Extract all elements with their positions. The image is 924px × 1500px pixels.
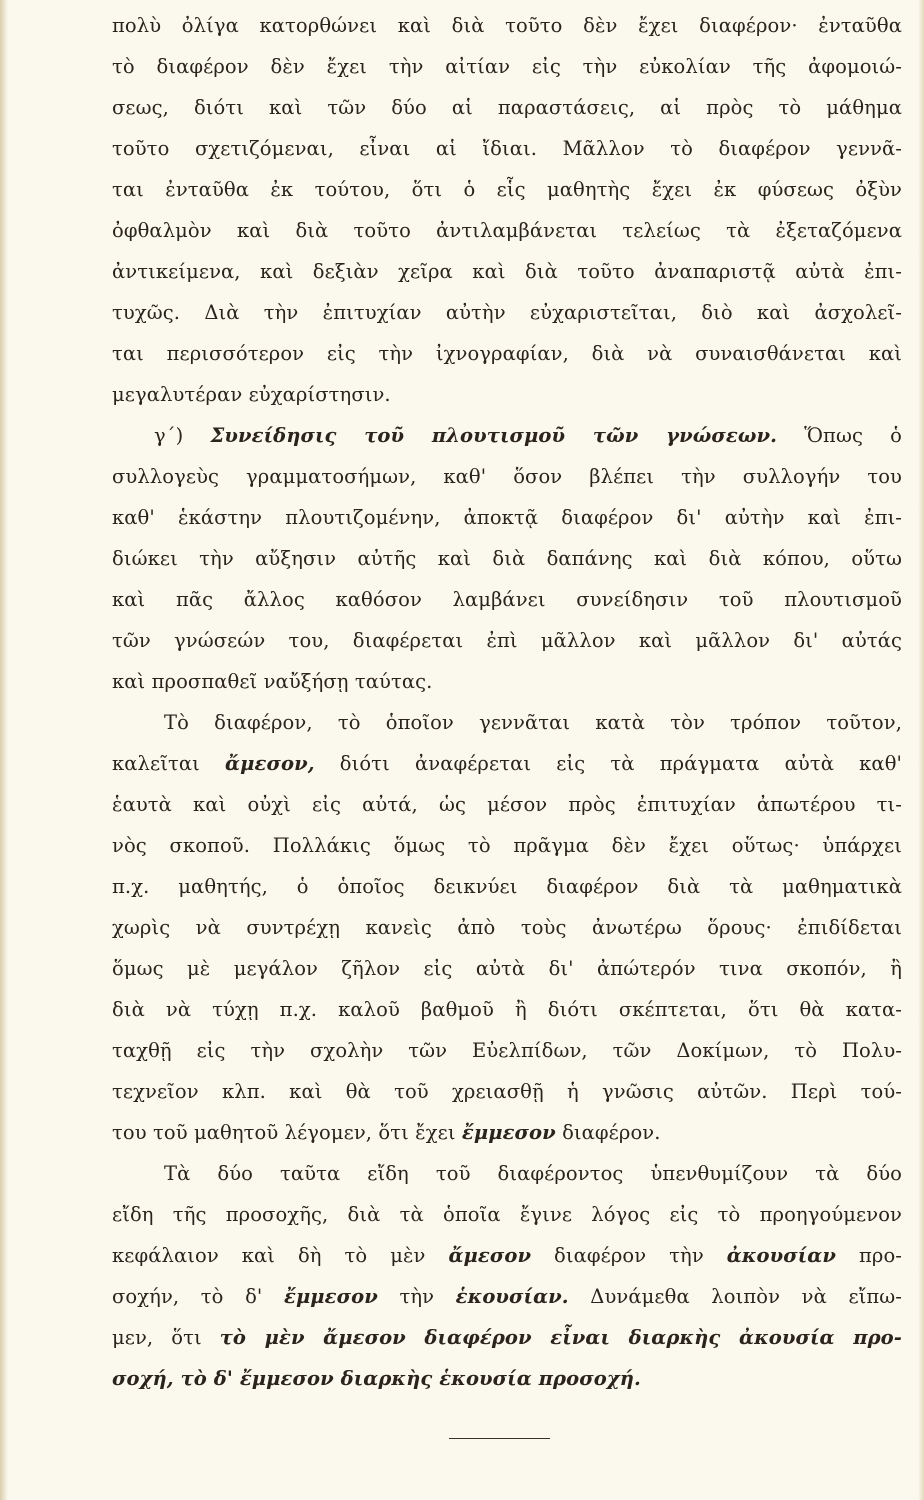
text-line [112, 746, 902, 782]
text-line [112, 1115, 902, 1151]
text-line [112, 1279, 902, 1315]
text-line: συλλογεὺς γραμματοσήμων, καθ' ὅσον βλέπει τὴν συλλογήν του [112, 465, 902, 488]
emphasis-statement: τὸ μὲν ἄμεσον διαφέρον εἶναι διαρκὴς ἀκουσία προ- [219, 1326, 902, 1349]
text-run: διότι ἀναφέρεται εἰς τὰ πράγματα αὐτὰ καθ' [314, 752, 903, 775]
text-run: του τοῦ μαθητοῦ λέγομεν, ὅτι ἔχει [112, 1121, 462, 1144]
end-divider [449, 1438, 550, 1439]
text-line: π.χ. μαθητής, ὁ ὁποῖος δεικνύει διαφέρον διὰ τὰ μαθηματικὰ [112, 875, 902, 898]
text-line: σεως, διότι καὶ τῶν δύο αἱ παραστάσεις, αἱ πρὸς τὸ μάθημα [112, 96, 902, 119]
text-line: Τὸ διαφέρον, τὸ ὁποῖον γεννᾶται κατὰ τὸν τρόπον τοῦτον, [164, 711, 902, 734]
text-line: τῶν γνώσεών του, διαφέρεται ἐπὶ μᾶλλον καὶ μᾶλλον δι' αὐτάς [112, 629, 902, 652]
text-run: κεφάλαιον καὶ δὴ τὸ μὲν [112, 1244, 449, 1267]
text-line: χωρὶς νὰ συντρέχῃ κανεὶς ἀπὸ τοὺς ἀνωτέρω ὅρους· ἐπιδίδεται [112, 916, 902, 939]
section-heading-line [154, 418, 902, 454]
text-run: καλεῖται [112, 752, 226, 775]
text-line: καὶ προσπαθεῖ ναὔξήσῃ ταύτας. [112, 670, 433, 693]
text-line [112, 1238, 902, 1274]
text-line: ἀντικείμενα, καὶ δεξιὰν χεῖρα καὶ διὰ τοῦτο ἀναπαριστᾷ αὐτὰ ἐπι- [112, 260, 902, 283]
text-line [112, 1320, 902, 1356]
text-line: ὅμως μὲ μεγάλον ζῆλον εἰς αὐτὰ δι' ἀπώτερόν τινα σκοπόν, ἢ [112, 957, 902, 980]
text-line: ται περισσότερον εἰς τὴν ἰχνογραφίαν, διὰ νὰ συναισθάνεται καὶ [112, 342, 902, 365]
emphasis-statement: σοχή, τὸ δ' ἔμμεσον διαρκὴς ἑκουσία προσοχή. [112, 1367, 641, 1390]
section-label: γ΄) [154, 424, 211, 447]
text-line: ταχθῇ εἰς τὴν σχολὴν τῶν Εὐελπίδων, τῶν Δοκίμων, τὸ Πολυ- [112, 1039, 902, 1062]
text-line: ὀφθαλμὸν καὶ διὰ τοῦτο ἀντιλαμβάνεται τελείως τὰ ἐξεταζόμενα [112, 219, 902, 242]
text-line: πολὺ ὀλίγα κατορθώνει καὶ διὰ τοῦτο δὲν ἔχει διαφέρον· ἐνταῦθα [112, 14, 902, 37]
text-line: ἑαυτὰ καὶ οὐχὶ εἰς αὐτά, ὡς μέσον πρὸς ἐπιτυχίαν ἀπωτέρου τι- [112, 793, 902, 816]
emphasis-term: ἔμμεσον [461, 1121, 556, 1144]
text-run: σοχήν, τὸ δ' [112, 1285, 284, 1308]
text-line: Τὰ δύο ταῦτα εἴδη τοῦ διαφέροντος ὑπενθυμίζουν τὰ δύο [164, 1162, 902, 1185]
text-line: τὸ διαφέρον δὲν ἔχει τὴν αἰτίαν εἰς τὴν εὐκολίαν τῆς ἀφομοιώ- [112, 55, 902, 78]
text-line: μεγαλυτέραν εὐχαρίστησιν. [112, 383, 391, 406]
text-line: ται ἐνταῦθα ἐκ τούτου, ὅτι ὁ εἷς μαθητὴς ἔχει ἐκ φύσεως ὀξὺν [112, 178, 902, 201]
text-run: Δυνάμεθα λοιπὸν νὰ εἴπω- [568, 1285, 902, 1308]
text-run: τὴν [377, 1285, 456, 1308]
text-line: τεχνεῖον κλπ. καὶ θὰ τοῦ χρειασθῇ ἡ γνῶσις αὐτῶν. Περὶ τού- [112, 1080, 902, 1103]
emphasis-term: ἑκουσίαν. [455, 1285, 569, 1308]
text-run: διαφέρον. [555, 1121, 661, 1144]
emphasis-term: ἔμμεσον [283, 1285, 378, 1308]
text-line: τοῦτο σχετιζόμεναι, εἶναι αἱ ἴδιαι. Μᾶλλον τὸ διαφέρον γεννᾶ- [112, 137, 902, 160]
text-line: διώκει τὴν αὔξησιν αὐτῆς καὶ διὰ δαπάνης καὶ διὰ κόπου, οὕτω [112, 547, 902, 570]
emphasis-term: ἄμεσον [448, 1244, 532, 1267]
section-title: Συνείδησις τοῦ πλουτισμοῦ τῶν γνώσεων. [210, 424, 778, 447]
text-line: εἴδη τῆς προσοχῆς, διὰ τὰ ὁποῖα ἔγινε λόγος εἰς τὸ προηγούμενον [112, 1203, 902, 1226]
text-run: διαφέρον τὴν [531, 1244, 727, 1267]
text-run: προ- [836, 1244, 902, 1267]
text-line: καθ' ἑκάστην πλουτιζομένην, ἀποκτᾷ διαφέρον δι' αὐτὴν καὶ ἐπι- [112, 506, 902, 529]
text-line [112, 1361, 902, 1397]
text-line: τυχῶς. Διὰ τὴν ἐπιτυχίαν αὐτὴν εὐχαριστεῖται, διὸ καὶ ἀσχολεῖ- [112, 301, 902, 324]
text-line: νὸς σκοποῦ. Πολλάκις ὅμως τὸ πρᾶγμα δὲν ἔχει οὕτως· ὑπάρχει [112, 834, 902, 857]
text-line: καὶ πᾶς ἄλλος καθόσον λαμβάνει συνείδησιν τοῦ πλουτισμοῦ [112, 588, 902, 611]
text-line: διὰ νὰ τύχῃ π.χ. καλοῦ βαθμοῦ ἢ διότι σκέπτεται, ὅτι θὰ κατα- [112, 998, 902, 1021]
emphasis-term: ἄμεσον, [225, 752, 315, 775]
emphasis-term: ἀκουσίαν [726, 1244, 837, 1267]
text-run: μεν, ὅτι [112, 1326, 220, 1349]
text-run: Ὅπως ὁ [777, 424, 902, 447]
